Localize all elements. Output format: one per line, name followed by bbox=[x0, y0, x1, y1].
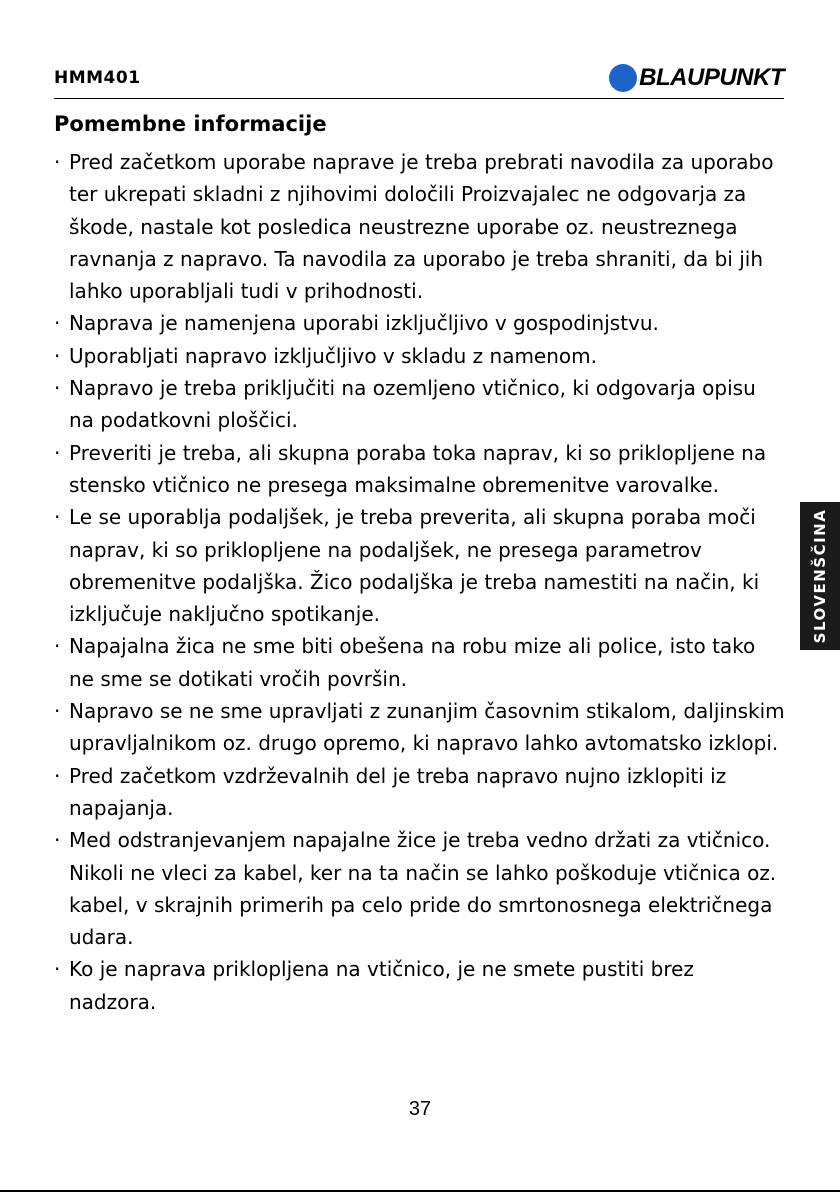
item-text: Pred začetkom uporabe naprave je treba prebrati navodila za uporabo ter ukrepati skladni z njihovimi določili Proizvajalec ne odgovarja za škode, nastale kot posledica neustrezne uporabe oz. neustreznega ravnanja z napravo. Ta navodila za uporabo je treba shraniti, da bi jih lahko uporabljali tudi v prihodnosti. bbox=[69, 150, 774, 304]
bullet-icon: · bbox=[54, 634, 61, 659]
item-text: Napravo se ne sme upravljati z zunanjim časovnim stikalom, daljinskim upravljalnikom oz. drugo opremo, ki napravo lahko avtomatsko izklopi. bbox=[69, 699, 785, 756]
bullet-icon: · bbox=[54, 311, 61, 336]
bullet-icon: · bbox=[54, 343, 61, 368]
bullet-icon: · bbox=[54, 505, 61, 530]
language-tab bbox=[800, 502, 840, 650]
list-item bbox=[54, 695, 786, 760]
page-number: 37 bbox=[408, 1098, 432, 1120]
section-title: Pomembne informacije bbox=[54, 112, 327, 136]
bullet-icon: · bbox=[54, 957, 61, 982]
list-item bbox=[54, 307, 786, 339]
info-list bbox=[54, 146, 786, 1018]
item-text: Preveriti je treba, ali skupna poraba toka naprav, ki so priklopljene na stensko vtičnico ne presega maksimalne obremenitve varovalke. bbox=[69, 440, 767, 497]
item-text: Med odstranjevanjem napajalne žice je treba vedno držati za vtičnico. Nikoli ne vleci za kabel, ker na ta način se lahko poškoduje vtičnica oz. kabel, v skrajnih primerih pa celo pride do smrtonosnega električnega udara. bbox=[69, 828, 777, 950]
brand-logo bbox=[609, 64, 784, 92]
list-item bbox=[54, 372, 786, 437]
brand-dot-icon bbox=[609, 64, 637, 92]
bullet-icon: · bbox=[54, 150, 61, 174]
brand-name: BLAUPUNKT bbox=[639, 64, 784, 91]
bullet-icon: · bbox=[54, 376, 61, 401]
language-tab-label: SLOVENŠČINA bbox=[811, 508, 829, 644]
bullet-icon: · bbox=[54, 440, 61, 465]
list-item bbox=[54, 824, 786, 953]
item-text: Napajalna žica ne sme biti obešena na robu mize ali police, isto tako ne sme se dotikati vročih površin. bbox=[69, 634, 756, 691]
list-item bbox=[54, 760, 786, 825]
item-text: Le se uporablja podaljšek, je treba preverita, ali skupna poraba moči naprav, ki so priklopljene na podaljšek, ne presega parametrov obremenitve podaljška. Žico podaljška je treba namestiti na način, ki izključuje naključno spotikanje. bbox=[69, 505, 760, 627]
bullet-icon: · bbox=[54, 699, 61, 724]
bullet-icon: · bbox=[54, 828, 61, 853]
bullet-icon: · bbox=[54, 763, 61, 788]
model-number: HMM401 bbox=[54, 68, 141, 88]
item-text: Pred začetkom vzdrževalnih del je treba napravo nujno izklopiti iz napajanja. bbox=[69, 763, 727, 820]
list-item bbox=[54, 953, 786, 1018]
page-header bbox=[54, 62, 784, 99]
list-item bbox=[54, 340, 786, 372]
list-item bbox=[54, 146, 786, 307]
list-item bbox=[54, 630, 786, 695]
item-text: Naprava je namenjena uporabi izključljivo v gospodinjstvu. bbox=[69, 311, 659, 336]
item-text: Ko je naprava priklopljena na vtičnico, je ne smete pustiti brez nadzora. bbox=[69, 957, 694, 1014]
list-item bbox=[54, 437, 786, 502]
item-text: Uporabljati napravo izključljivo v skladu z namenom. bbox=[69, 343, 597, 368]
item-text: Napravo je treba priključiti na ozemljeno vtičnico, ki odgovarja opisu na podatkovni ploščici. bbox=[69, 376, 756, 433]
list-item bbox=[54, 501, 786, 630]
